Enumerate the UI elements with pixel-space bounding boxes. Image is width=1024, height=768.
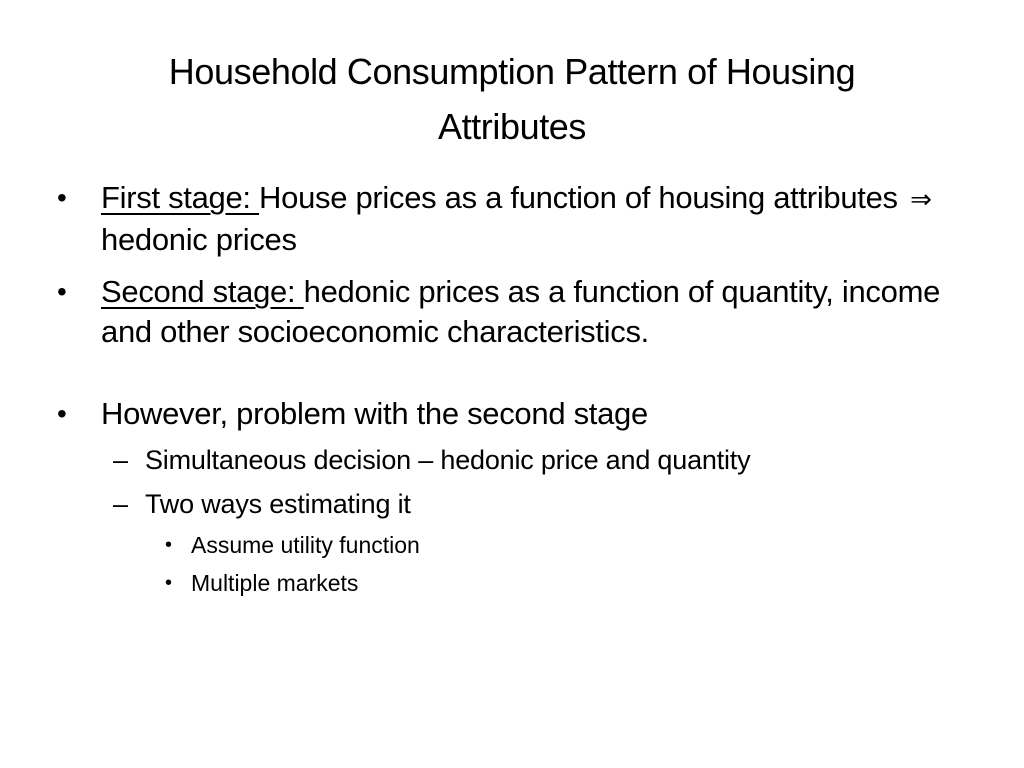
first-stage-result: hedonic prices [101, 222, 297, 257]
bullet-marker: • [57, 182, 67, 213]
slide-title [60, 44, 964, 154]
dash-marker: – [113, 445, 128, 475]
bullet-problem [57, 394, 961, 434]
title-line-1: Household Consumption Pattern of Housing [168, 51, 856, 92]
two-ways-text: Two ways estimating it [145, 489, 411, 519]
title-line-2: Attributes [437, 106, 587, 147]
first-stage-label: First stage: [101, 180, 260, 215]
sub-sub-bullet-markets [165, 568, 971, 598]
bullet-marker: • [57, 276, 67, 307]
simultaneous-text: Simultaneous decision – hedonic price and quantity [145, 445, 751, 475]
sub-bullet-simultaneous [113, 442, 965, 478]
second-stage-label: Second stage: [101, 274, 304, 309]
first-stage-text: House prices as a function of housing attributes [259, 180, 907, 215]
slide-body [0, 178, 1024, 598]
bullet-first-stage [57, 178, 961, 260]
dash-marker: – [113, 489, 128, 519]
implies-arrow-icon: ⇒ [910, 185, 932, 215]
sub-sub-bullet-utility [165, 530, 971, 560]
problem-text: However, problem with the second stage [101, 396, 648, 431]
sub-bullet-two-ways [113, 486, 965, 522]
dot-marker: • [165, 534, 173, 556]
second-stage-text: hedonic prices as a function of quantity, income and other socioeconomic characteristics. [101, 274, 941, 349]
bullet-second-stage [57, 272, 961, 352]
dot-marker: • [165, 572, 173, 594]
utility-text: Assume utility function [191, 532, 420, 558]
bullet-marker: • [57, 398, 67, 429]
markets-text: Multiple markets [191, 570, 359, 596]
